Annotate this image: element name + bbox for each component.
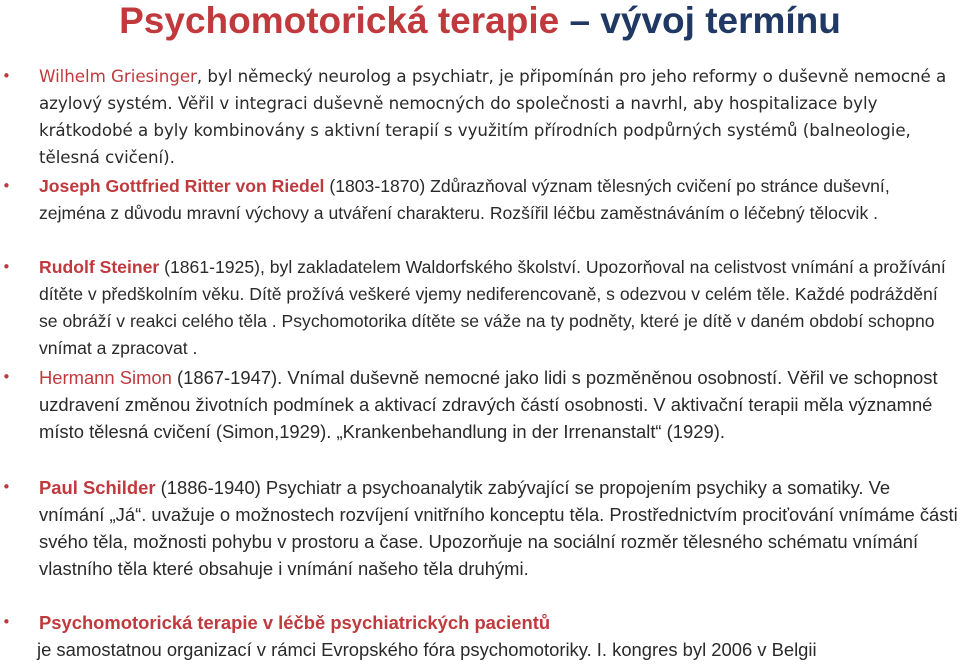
bullet-icon: • bbox=[2, 67, 11, 85]
item-text: je samostatnou organizací v rámci Evropského fóra psychomotoriky. I. kongres byl 2006 v Belgii bbox=[37, 639, 817, 660]
list-item-schilder bbox=[39, 474, 959, 582]
item-name: Hermann Simon bbox=[39, 367, 172, 388]
bullet-icon: • bbox=[2, 478, 11, 496]
bullet-icon: • bbox=[2, 613, 11, 631]
list-item-simon bbox=[39, 364, 959, 445]
list-item-steiner bbox=[39, 254, 959, 362]
bullet-icon: • bbox=[2, 258, 11, 276]
bullet-icon: • bbox=[2, 177, 11, 195]
item-name: Psychomotorická terapie v léčbě psychiatrických pacientů bbox=[39, 612, 551, 633]
item-text: (1861-1925), byl zakladatelem Waldorfského školství. Upozorňoval na celistvost vnímání a prožívání dítěte v předškolním věku. Dítě prožívá veškeré vjemy nediferencovaně, s odezvou v celém těle. Každé podráždění se obráží v reakci celého těla . Psychomotorika dítěte se váže na ty podněty, které je dítě v daném období schopno vnímat a zpracovat . bbox=[39, 257, 946, 358]
item-name: Paul Schilder bbox=[39, 477, 156, 498]
title-part-blue: – vývoj termínu bbox=[559, 0, 841, 41]
item-text: (1867-1947). Vnímal duševně nemocné jako lidi s pozměněnou osobností. Věřil ve schopnost uzdravení změnou životních podmínek a aktivací zdravých částí osobnosti. V aktivační terapii měla významné místo tělesná cvičení (Simon,1929). „Krankenbehandlung in der Irrenanstalt“ (1929). bbox=[39, 367, 938, 442]
item-text: (1886-1940) Psychiatr a psychoanalytik zabývající se propojením psychiky a somatiky. Ve vnímání „Já“. uvažuje o možnostech rozvíjení vnitřního konceptu těla. Prostřednictvím prociťování vnímáme části svého těla, možnosti pohybu v prostoru a čase. Upozorňuje na sociální rozměr tělesného schématu vnímání vlastního těla které obsahuje i vnímání našeho těla druhými. bbox=[39, 477, 958, 579]
title-part-red: Psychomotorická terapie bbox=[119, 0, 560, 41]
item-text: (1803-1870) Zdůrazňoval význam tělesných cvičení po stránce duševní, zejména z důvodu mravní výchovy a utváření charakteru. Rozšířil léčbu zaměstnáváním o léčebný tělocvik . bbox=[39, 176, 890, 223]
item-text: , byl německý neurolog a psychiatr, je připomínán pro jeho reformy o duševně nemocné a azylový systém. Věřil v integraci duševně nemocných do společnosti a navrhl, aby hospitalizace byly krátkodobé a byly kombinovány s aktivní terapií s využitím přírodních podpůrných systémů (balneologie, tělesná cvičení). bbox=[39, 66, 947, 167]
item-name: Joseph Gottfried Ritter von Riedel bbox=[39, 176, 325, 196]
list-item-psychomotor-therapy bbox=[39, 609, 959, 663]
bullet-icon: • bbox=[2, 368, 11, 386]
slide-title bbox=[0, 0, 960, 42]
list-item-riedel bbox=[39, 173, 959, 227]
list-item-griesinger bbox=[39, 63, 959, 171]
item-name: Wilhelm Griesinger bbox=[39, 66, 197, 86]
item-name: Rudolf Steiner bbox=[39, 257, 160, 277]
